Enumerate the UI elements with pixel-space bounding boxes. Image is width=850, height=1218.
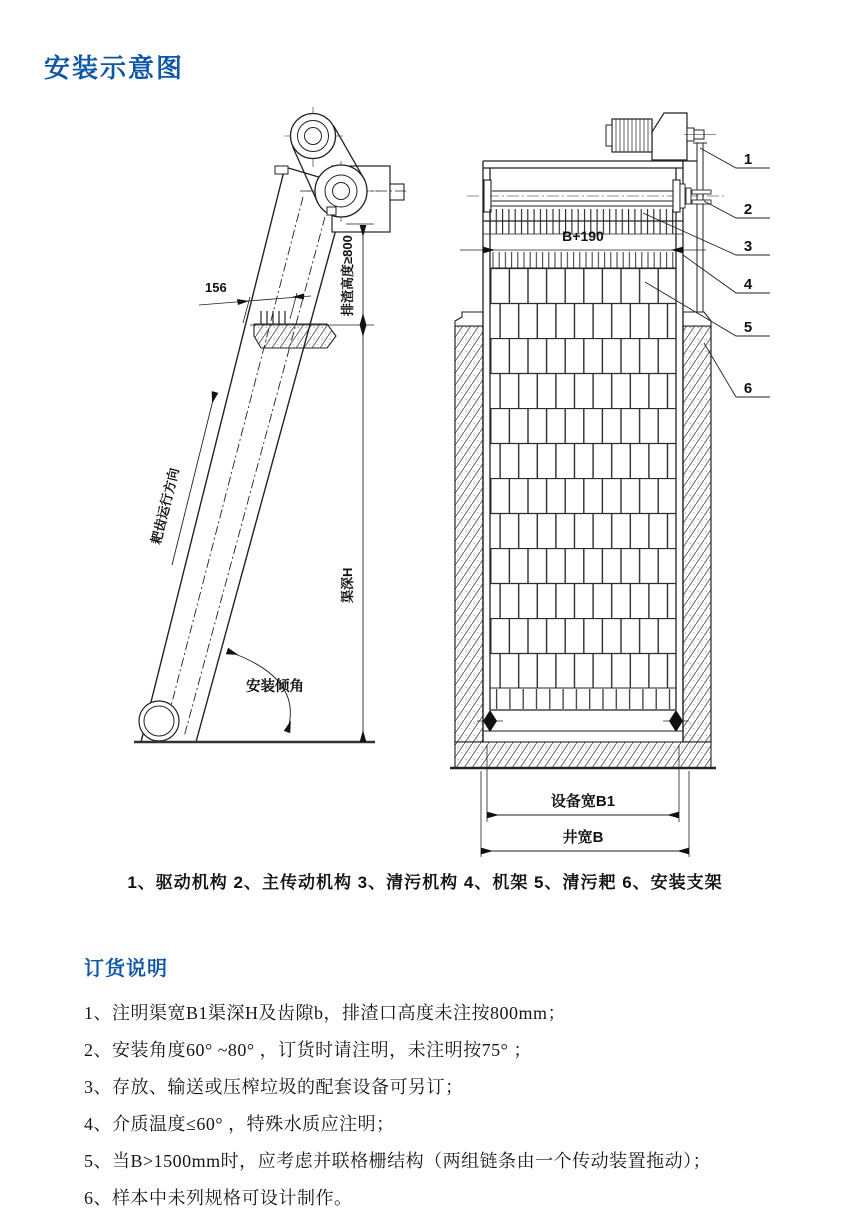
callout-4: 4 (743, 276, 753, 293)
screen-body-right-edge (196, 222, 338, 742)
callout-3: 3 (743, 238, 753, 255)
screen-grid-top (490, 252, 676, 268)
ordering-section (84, 952, 804, 1217)
ordering-item-5: 5、当B>1500mm时，应考虑并联格栅结构（两组链条由一个传动装置拖动）； (84, 1151, 712, 1171)
label-install-angle: 安装倾角 (246, 679, 304, 695)
screen-grid-bottom (490, 688, 676, 710)
dim-equipment-width: 设备宽B1 (550, 793, 616, 810)
dim-channel-depth: 渠深H (340, 567, 355, 603)
ordering-item-6: 6、样本中未列规格可设计制作。 (84, 1188, 353, 1208)
dim-top-width: B+190 (562, 228, 604, 244)
screen-grid (490, 268, 676, 688)
screen-body-left-edge (141, 167, 285, 742)
ordering-item-1: 1、注明渠宽B1渠深H及齿隙b，排渣口高度未注按800mm； (84, 1003, 567, 1023)
page-title: 安装示意图 (44, 53, 185, 83)
callout-6: 6 (743, 380, 753, 397)
drive-motor (606, 113, 716, 160)
chain-path (163, 197, 303, 737)
discharge-teeth (261, 311, 285, 324)
callout-2: 2 (743, 201, 753, 218)
label-rake-direction: 耙齿运行方向 (148, 466, 182, 546)
ordering-heading: 订货说明 (84, 958, 168, 980)
left-side-view (134, 107, 406, 742)
dim-well-width: 井宽B (562, 829, 604, 846)
support-frame (693, 143, 707, 312)
dim-discharge-height: 排渣高度≥800 (340, 235, 355, 316)
drive-sprocket (315, 165, 367, 217)
right-front-view (450, 113, 770, 857)
dim-156: 156 (205, 280, 227, 295)
bottom-sprocket (139, 701, 179, 741)
floor-slab (455, 742, 711, 768)
diagram-caption: 1、驱动机构 2、主传动机构 3、清污机构 4、机架 5、清污耙 6、安装支架 (127, 873, 723, 892)
ordering-item-3: 3、存放、输送或压榨垃圾的配套设备可另订； (84, 1077, 464, 1097)
callout-5: 5 (743, 319, 753, 336)
ordering-item-4: 4、介质温度≤60° ，特殊水质应注明； (84, 1114, 395, 1134)
callout-1: 1 (743, 151, 753, 168)
left-wall (455, 326, 483, 742)
ordering-item-2: 2、安装角度60° ~80° ，订货时请注明，未注明按75° ； (84, 1040, 532, 1060)
right-wall (683, 326, 711, 742)
mount-bracket-left (455, 312, 483, 326)
